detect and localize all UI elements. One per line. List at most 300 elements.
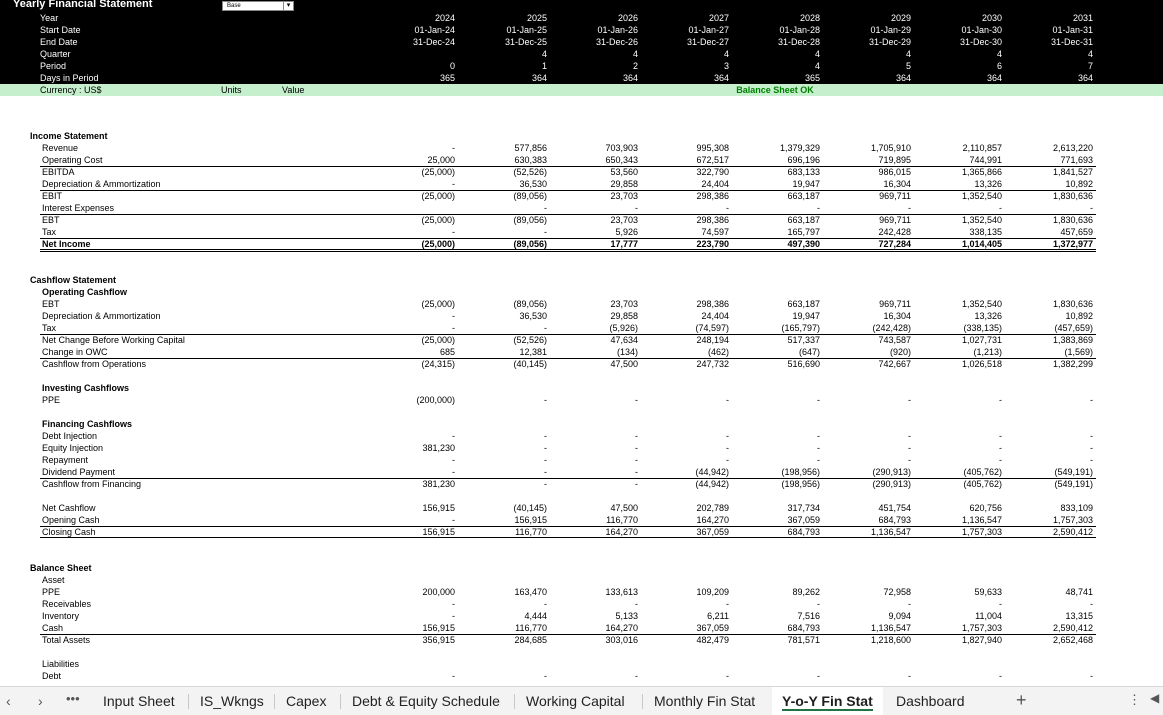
value-cell[interactable]: - [999, 203, 1002, 213]
value-cell[interactable]: 163,470 [514, 587, 547, 597]
value-cell[interactable]: (25,000) [421, 335, 455, 345]
value-cell[interactable]: 2,590,412 [1052, 527, 1093, 537]
value-cell[interactable]: - [908, 455, 911, 465]
value-cell[interactable]: - [635, 671, 638, 681]
value-cell[interactable]: 13,326 [974, 179, 1002, 189]
header-cell[interactable]: 365 [804, 73, 820, 83]
value-cell[interactable]: 663,187 [787, 215, 820, 225]
value-cell[interactable]: - [635, 467, 638, 477]
value-cell[interactable]: - [452, 323, 455, 333]
value-cell[interactable]: 672,517 [696, 155, 729, 165]
value-cell[interactable]: 482,479 [696, 635, 729, 645]
value-cell[interactable]: 47,634 [610, 335, 638, 345]
header-cell[interactable]: 31-Dec-25 [504, 37, 547, 47]
value-cell[interactable]: 367,059 [787, 515, 820, 525]
value-cell[interactable]: 298,386 [696, 215, 729, 225]
value-cell[interactable]: - [452, 515, 455, 525]
value-cell[interactable]: 47,500 [610, 359, 638, 369]
value-cell[interactable]: - [817, 203, 820, 213]
value-cell[interactable]: - [544, 479, 547, 489]
value-cell[interactable]: 23,703 [610, 299, 638, 309]
header-cell[interactable]: 01-Jan-25 [506, 25, 547, 35]
value-cell[interactable]: 25,000 [427, 155, 455, 165]
header-cell[interactable]: 31-Dec-27 [686, 37, 729, 47]
vertical-ellipsis-icon[interactable]: ⋮ [1128, 692, 1141, 707]
value-cell[interactable]: - [1090, 395, 1093, 405]
value-cell[interactable]: 74,597 [701, 227, 729, 237]
header-cell[interactable]: 2026 [617, 13, 638, 23]
header-cell[interactable]: 01-Jan-26 [597, 25, 638, 35]
value-cell[interactable]: - [452, 431, 455, 441]
value-cell[interactable]: (5,926) [609, 323, 638, 333]
value-cell[interactable]: - [635, 599, 638, 609]
value-cell[interactable]: 1,352,540 [961, 215, 1002, 225]
value-cell[interactable]: - [908, 395, 911, 405]
value-cell[interactable]: 13,326 [974, 311, 1002, 321]
value-cell[interactable]: 684,793 [787, 623, 820, 633]
value-cell[interactable]: (25,000) [421, 239, 455, 249]
value-cell[interactable]: - [817, 395, 820, 405]
value-cell[interactable]: 650,343 [605, 155, 638, 165]
value-cell[interactable]: - [452, 611, 455, 621]
header-cell[interactable]: 01-Jan-29 [870, 25, 911, 35]
header-cell[interactable]: 4 [814, 49, 820, 59]
value-cell[interactable]: 10,892 [1065, 179, 1093, 189]
value-cell[interactable]: 13,315 [1065, 611, 1093, 621]
value-cell[interactable]: 284,685 [514, 635, 547, 645]
header-cell[interactable]: 2024 [434, 13, 455, 23]
header-cell[interactable]: 31-Dec-24 [412, 37, 455, 47]
header-cell[interactable]: 6 [996, 61, 1002, 71]
header-cell[interactable]: 31-Dec-26 [595, 37, 638, 47]
value-cell[interactable]: 2,110,857 [962, 143, 1002, 153]
value-cell[interactable]: 11,004 [975, 611, 1002, 621]
value-cell[interactable]: 59,633 [974, 587, 1002, 597]
value-cell[interactable]: 29,858 [610, 179, 638, 189]
value-cell[interactable]: - [726, 455, 729, 465]
value-cell[interactable]: 23,703 [610, 215, 638, 225]
value-cell[interactable]: 202,789 [696, 503, 729, 513]
value-cell[interactable]: (647) [798, 347, 820, 357]
value-cell[interactable]: (920) [889, 347, 911, 357]
value-cell[interactable]: 497,390 [787, 239, 820, 249]
value-cell[interactable]: - [544, 443, 547, 453]
header-cell[interactable]: 364 [895, 73, 911, 83]
value-cell[interactable]: (290,913) [872, 479, 911, 489]
value-cell[interactable]: - [1090, 203, 1093, 213]
value-cell[interactable]: 1,830,636 [1052, 299, 1093, 309]
value-cell[interactable]: 17,777 [610, 239, 638, 249]
value-cell[interactable]: - [999, 443, 1002, 453]
value-cell[interactable]: 517,337 [787, 335, 820, 345]
value-cell[interactable]: - [452, 467, 455, 477]
value-cell[interactable]: (89,056) [513, 191, 547, 201]
value-cell[interactable]: - [635, 203, 638, 213]
value-cell[interactable]: - [726, 203, 729, 213]
value-cell[interactable]: - [817, 671, 820, 681]
value-cell[interactable]: - [544, 227, 547, 237]
value-cell[interactable]: 1,352,540 [961, 299, 1002, 309]
value-cell[interactable]: 969,711 [879, 191, 911, 201]
value-cell[interactable]: - [1090, 443, 1093, 453]
value-cell[interactable]: 457,659 [1060, 227, 1093, 237]
value-cell[interactable]: 1,757,303 [1052, 515, 1093, 525]
value-cell[interactable]: 986,015 [878, 167, 911, 177]
value-cell[interactable]: 577,856 [514, 143, 547, 153]
value-cell[interactable]: 19,947 [792, 311, 820, 321]
value-cell[interactable]: 685 [439, 347, 455, 357]
value-cell[interactable]: 2,613,220 [1052, 143, 1093, 153]
value-cell[interactable]: - [726, 599, 729, 609]
value-cell[interactable]: 771,693 [1060, 155, 1093, 165]
value-cell[interactable]: 200,000 [422, 587, 455, 597]
value-cell[interactable]: - [726, 443, 729, 453]
value-cell[interactable]: 2,652,468 [1052, 635, 1093, 645]
value-cell[interactable]: - [908, 431, 911, 441]
value-cell[interactable]: (74,597) [695, 323, 729, 333]
value-cell[interactable]: - [1090, 671, 1093, 681]
value-cell[interactable]: 72,958 [883, 587, 911, 597]
value-cell[interactable]: (25,000) [421, 299, 455, 309]
value-cell[interactable]: - [1090, 431, 1093, 441]
header-cell[interactable]: 364 [713, 73, 729, 83]
chevron-right-icon[interactable]: › [38, 693, 43, 709]
value-cell[interactable]: 1,379,329 [779, 143, 820, 153]
value-cell[interactable]: 663,187 [787, 191, 820, 201]
value-cell[interactable]: 116,770 [606, 515, 638, 525]
value-cell[interactable]: (25,000) [421, 191, 455, 201]
value-cell[interactable]: 1,027,731 [961, 335, 1002, 345]
value-cell[interactable]: 36,530 [519, 179, 547, 189]
header-cell[interactable]: 7 [1087, 61, 1093, 71]
value-cell[interactable]: (457,659) [1054, 323, 1093, 333]
header-cell[interactable]: 2025 [526, 13, 547, 23]
value-cell[interactable]: (1,213) [973, 347, 1002, 357]
header-cell[interactable]: 5 [905, 61, 911, 71]
plus-icon[interactable]: + [1016, 690, 1027, 710]
value-cell[interactable]: - [908, 599, 911, 609]
value-cell[interactable]: 1,830,636 [1052, 191, 1093, 201]
value-cell[interactable]: 719,895 [878, 155, 911, 165]
value-cell[interactable]: 1,352,540 [961, 191, 1002, 201]
value-cell[interactable]: (40,145) [513, 503, 547, 513]
value-cell[interactable]: 223,790 [696, 239, 729, 249]
value-cell[interactable]: 995,308 [696, 143, 729, 153]
value-cell[interactable]: 969,711 [879, 299, 911, 309]
value-cell[interactable]: 164,270 [696, 515, 729, 525]
value-cell[interactable]: - [544, 599, 547, 609]
header-cell[interactable]: 364 [622, 73, 638, 83]
value-cell[interactable]: 630,383 [514, 155, 547, 165]
header-cell[interactable]: 2027 [708, 13, 729, 23]
value-cell[interactable]: - [544, 395, 547, 405]
value-cell[interactable]: (44,942) [695, 467, 729, 477]
tab-capex[interactable]: Capex [286, 693, 327, 709]
value-cell[interactable]: - [999, 395, 1002, 405]
value-cell[interactable]: (549,191) [1054, 467, 1093, 477]
value-cell[interactable]: 298,386 [696, 191, 729, 201]
value-cell[interactable]: (1,569) [1064, 347, 1093, 357]
value-cell[interactable]: 516,690 [787, 359, 820, 369]
value-cell[interactable]: - [999, 455, 1002, 465]
value-cell[interactable]: 1,827,940 [961, 635, 1002, 645]
value-cell[interactable]: 1,705,910 [870, 143, 911, 153]
tab-debt-equity-schedule[interactable]: Debt & Equity Schedule [352, 693, 500, 709]
header-cell[interactable]: 01-Jan-27 [688, 25, 729, 35]
value-cell[interactable]: (338,135) [963, 323, 1002, 333]
header-cell[interactable]: 01-Jan-31 [1052, 25, 1093, 35]
header-cell[interactable]: 2030 [981, 13, 1002, 23]
value-cell[interactable]: (52,526) [513, 167, 547, 177]
value-cell[interactable]: 356,915 [422, 635, 455, 645]
value-cell[interactable]: - [1090, 599, 1093, 609]
value-cell[interactable]: - [726, 431, 729, 441]
value-cell[interactable]: 1,372,977 [1052, 239, 1093, 249]
scenario-dropdown[interactable] [222, 1, 294, 11]
value-cell[interactable]: 116,770 [515, 623, 547, 633]
value-cell[interactable]: 1,757,303 [961, 623, 1002, 633]
value-cell[interactable]: - [635, 431, 638, 441]
value-cell[interactable]: 969,711 [879, 215, 911, 225]
value-cell[interactable]: 781,571 [787, 635, 820, 645]
header-cell[interactable]: 4 [723, 49, 729, 59]
header-cell[interactable]: 364 [1077, 73, 1093, 83]
value-cell[interactable]: - [635, 479, 638, 489]
header-cell[interactable]: 2 [632, 61, 638, 71]
value-cell[interactable]: 109,209 [696, 587, 729, 597]
value-cell[interactable]: 53,560 [610, 167, 638, 177]
chevron-down-icon[interactable]: ▾ [283, 2, 293, 10]
header-cell[interactable]: 365 [439, 73, 455, 83]
header-cell[interactable]: 0 [449, 61, 455, 71]
value-cell[interactable]: 683,133 [787, 167, 820, 177]
value-cell[interactable]: (405,762) [963, 479, 1002, 489]
value-cell[interactable]: 5,133 [615, 611, 638, 621]
header-cell[interactable]: 4 [541, 49, 547, 59]
value-cell[interactable]: - [999, 599, 1002, 609]
value-cell[interactable]: (52,526) [513, 335, 547, 345]
value-cell[interactable]: 48,741 [1065, 587, 1093, 597]
value-cell[interactable]: 1,383,869 [1052, 335, 1093, 345]
value-cell[interactable]: (134) [616, 347, 638, 357]
value-cell[interactable]: - [817, 431, 820, 441]
value-cell[interactable]: (25,000) [421, 215, 455, 225]
value-cell[interactable]: 1,841,527 [1052, 167, 1093, 177]
value-cell[interactable]: 242,428 [878, 227, 911, 237]
value-cell[interactable]: 164,270 [605, 527, 638, 537]
value-cell[interactable]: (25,000) [421, 167, 455, 177]
header-cell[interactable]: 01-Jan-30 [961, 25, 1002, 35]
value-cell[interactable]: 317,734 [787, 503, 820, 513]
value-cell[interactable]: 696,196 [787, 155, 820, 165]
chevron-left-icon[interactable]: ‹ [6, 693, 11, 709]
value-cell[interactable]: 133,613 [605, 587, 638, 597]
tab-is-wkngs[interactable]: IS_Wkngs [200, 693, 264, 709]
value-cell[interactable]: 303,016 [605, 635, 638, 645]
value-cell[interactable]: 164,270 [605, 623, 638, 633]
tab-monthly-fin-stat[interactable]: Monthly Fin Stat [654, 693, 756, 709]
header-cell[interactable]: 4 [1087, 49, 1093, 59]
value-cell[interactable]: (89,056) [513, 299, 547, 309]
header-cell[interactable]: 4 [632, 49, 638, 59]
value-cell[interactable]: (462) [707, 347, 729, 357]
header-cell[interactable]: 3 [723, 61, 729, 71]
value-cell[interactable]: 742,667 [878, 359, 911, 369]
tab-working-capital[interactable]: Working Capital [526, 693, 625, 709]
header-cell[interactable]: 364 [986, 73, 1002, 83]
value-cell[interactable]: 743,587 [878, 335, 911, 345]
value-cell[interactable]: 248,194 [696, 335, 729, 345]
header-cell[interactable]: 31-Dec-31 [1050, 37, 1093, 47]
value-cell[interactable]: - [544, 323, 547, 333]
value-cell[interactable]: 19,947 [792, 179, 820, 189]
value-cell[interactable]: - [908, 443, 911, 453]
value-cell[interactable]: 4,444 [524, 611, 547, 621]
value-cell[interactable]: 684,793 [878, 515, 911, 525]
value-cell[interactable]: 9,094 [888, 611, 911, 621]
tab-input-sheet[interactable]: Input Sheet [103, 693, 175, 709]
value-cell[interactable]: - [635, 395, 638, 405]
value-cell[interactable]: - [1090, 455, 1093, 465]
value-cell[interactable]: - [544, 671, 547, 681]
value-cell[interactable]: 6,211 [707, 611, 729, 621]
value-cell[interactable]: 116,770 [515, 527, 547, 537]
header-cell[interactable]: 2029 [890, 13, 911, 23]
value-cell[interactable]: - [999, 431, 1002, 441]
value-cell[interactable]: 247,732 [696, 359, 729, 369]
value-cell[interactable]: - [544, 467, 547, 477]
value-cell[interactable]: 12,381 [519, 347, 547, 357]
header-cell[interactable]: 4 [996, 49, 1002, 59]
value-cell[interactable]: (290,913) [872, 467, 911, 477]
value-cell[interactable]: (89,056) [513, 239, 547, 249]
value-cell[interactable]: 703,903 [605, 143, 638, 153]
value-cell[interactable]: - [908, 203, 911, 213]
value-cell[interactable]: 367,059 [696, 623, 729, 633]
value-cell[interactable]: - [726, 395, 729, 405]
value-cell[interactable]: 2,590,412 [1052, 623, 1093, 633]
value-cell[interactable]: (165,797) [781, 323, 820, 333]
value-cell[interactable]: 10,892 [1065, 311, 1093, 321]
value-cell[interactable]: 1,365,866 [961, 167, 1002, 177]
value-cell[interactable]: 744,991 [969, 155, 1002, 165]
value-cell[interactable]: (242,428) [872, 323, 911, 333]
value-cell[interactable]: 36,530 [519, 311, 547, 321]
value-cell[interactable]: 381,230 [422, 479, 455, 489]
header-cell[interactable]: 31-Dec-29 [868, 37, 911, 47]
value-cell[interactable]: - [817, 443, 820, 453]
value-cell[interactable]: 23,703 [610, 191, 638, 201]
value-cell[interactable]: (549,191) [1054, 479, 1093, 489]
value-cell[interactable]: 89,262 [792, 587, 820, 597]
header-cell[interactable]: 4 [814, 61, 820, 71]
value-cell[interactable]: 1,136,547 [870, 527, 911, 537]
value-cell[interactable]: 16,304 [883, 311, 911, 321]
header-cell[interactable]: 01-Jan-28 [779, 25, 820, 35]
value-cell[interactable]: 29,858 [610, 311, 638, 321]
value-cell[interactable]: 1,026,518 [961, 359, 1002, 369]
value-cell[interactable]: 7,516 [797, 611, 820, 621]
value-cell[interactable]: - [999, 671, 1002, 681]
value-cell[interactable]: - [452, 227, 455, 237]
value-cell[interactable]: 684,793 [787, 527, 820, 537]
tab-y-o-y-fin-stat[interactable]: Y-o-Y Fin Stat [772, 687, 883, 715]
header-cell[interactable]: 2031 [1072, 13, 1093, 23]
value-cell[interactable]: 727,284 [878, 239, 911, 249]
value-cell[interactable]: - [544, 431, 547, 441]
scroll-left-icon[interactable]: ◀ [1150, 691, 1160, 705]
ellipsis-icon[interactable]: ••• [66, 691, 80, 706]
value-cell[interactable]: 1,136,547 [961, 515, 1002, 525]
value-cell[interactable]: - [817, 599, 820, 609]
value-cell[interactable]: (198,956) [781, 467, 820, 477]
value-cell[interactable]: (40,145) [513, 359, 547, 369]
value-cell[interactable]: - [452, 179, 455, 189]
value-cell[interactable]: 381,230 [422, 443, 455, 453]
value-cell[interactable]: - [544, 455, 547, 465]
value-cell[interactable]: - [452, 671, 455, 681]
value-cell[interactable]: 1,757,303 [961, 527, 1002, 537]
value-cell[interactable]: 165,797 [787, 227, 820, 237]
value-cell[interactable]: 1,218,600 [870, 635, 911, 645]
header-cell[interactable]: 4 [905, 49, 911, 59]
value-cell[interactable]: 338,135 [969, 227, 1002, 237]
value-cell[interactable]: - [908, 671, 911, 681]
header-cell[interactable]: 01-Jan-24 [414, 25, 455, 35]
value-cell[interactable]: 451,754 [878, 503, 911, 513]
value-cell[interactable]: 833,109 [1060, 503, 1093, 513]
value-cell[interactable]: 156,915 [514, 515, 547, 525]
value-cell[interactable]: (44,942) [695, 479, 729, 489]
header-cell[interactable]: 31-Dec-28 [777, 37, 820, 47]
header-cell[interactable]: 31-Dec-30 [959, 37, 1002, 47]
value-cell[interactable]: 156,915 [422, 623, 455, 633]
value-cell[interactable]: 322,790 [696, 167, 729, 177]
value-cell[interactable]: - [635, 443, 638, 453]
value-cell[interactable]: (198,956) [781, 479, 820, 489]
value-cell[interactable]: 1,830,636 [1052, 215, 1093, 225]
value-cell[interactable]: 1,136,547 [870, 623, 911, 633]
header-cell[interactable]: 1 [541, 61, 547, 71]
value-cell[interactable]: 5,926 [615, 227, 638, 237]
value-cell[interactable]: 620,756 [969, 503, 1002, 513]
value-cell[interactable]: 367,059 [696, 527, 729, 537]
value-cell[interactable]: 1,014,405 [961, 239, 1002, 249]
value-cell[interactable]: - [452, 143, 455, 153]
value-cell[interactable]: - [817, 455, 820, 465]
header-cell[interactable]: 2028 [799, 13, 820, 23]
value-cell[interactable]: 156,915 [422, 527, 455, 537]
value-cell[interactable]: - [452, 599, 455, 609]
value-cell[interactable]: - [544, 203, 547, 213]
value-cell[interactable]: (24,315) [421, 359, 455, 369]
tab-dashboard[interactable]: Dashboard [896, 693, 965, 709]
value-cell[interactable]: - [635, 455, 638, 465]
value-cell[interactable]: - [726, 671, 729, 681]
value-cell[interactable]: 298,386 [696, 299, 729, 309]
value-cell[interactable]: 24,404 [701, 179, 729, 189]
value-cell[interactable]: 16,304 [883, 179, 911, 189]
value-cell[interactable]: 24,404 [701, 311, 729, 321]
value-cell[interactable]: 156,915 [422, 503, 455, 513]
value-cell[interactable]: - [452, 311, 455, 321]
value-cell[interactable]: 47,500 [610, 503, 638, 513]
value-cell[interactable]: - [452, 455, 455, 465]
value-cell[interactable]: (89,056) [513, 215, 547, 225]
value-cell[interactable]: (200,000) [416, 395, 455, 405]
value-cell[interactable]: (405,762) [963, 467, 1002, 477]
value-cell[interactable]: 1,382,299 [1052, 359, 1093, 369]
